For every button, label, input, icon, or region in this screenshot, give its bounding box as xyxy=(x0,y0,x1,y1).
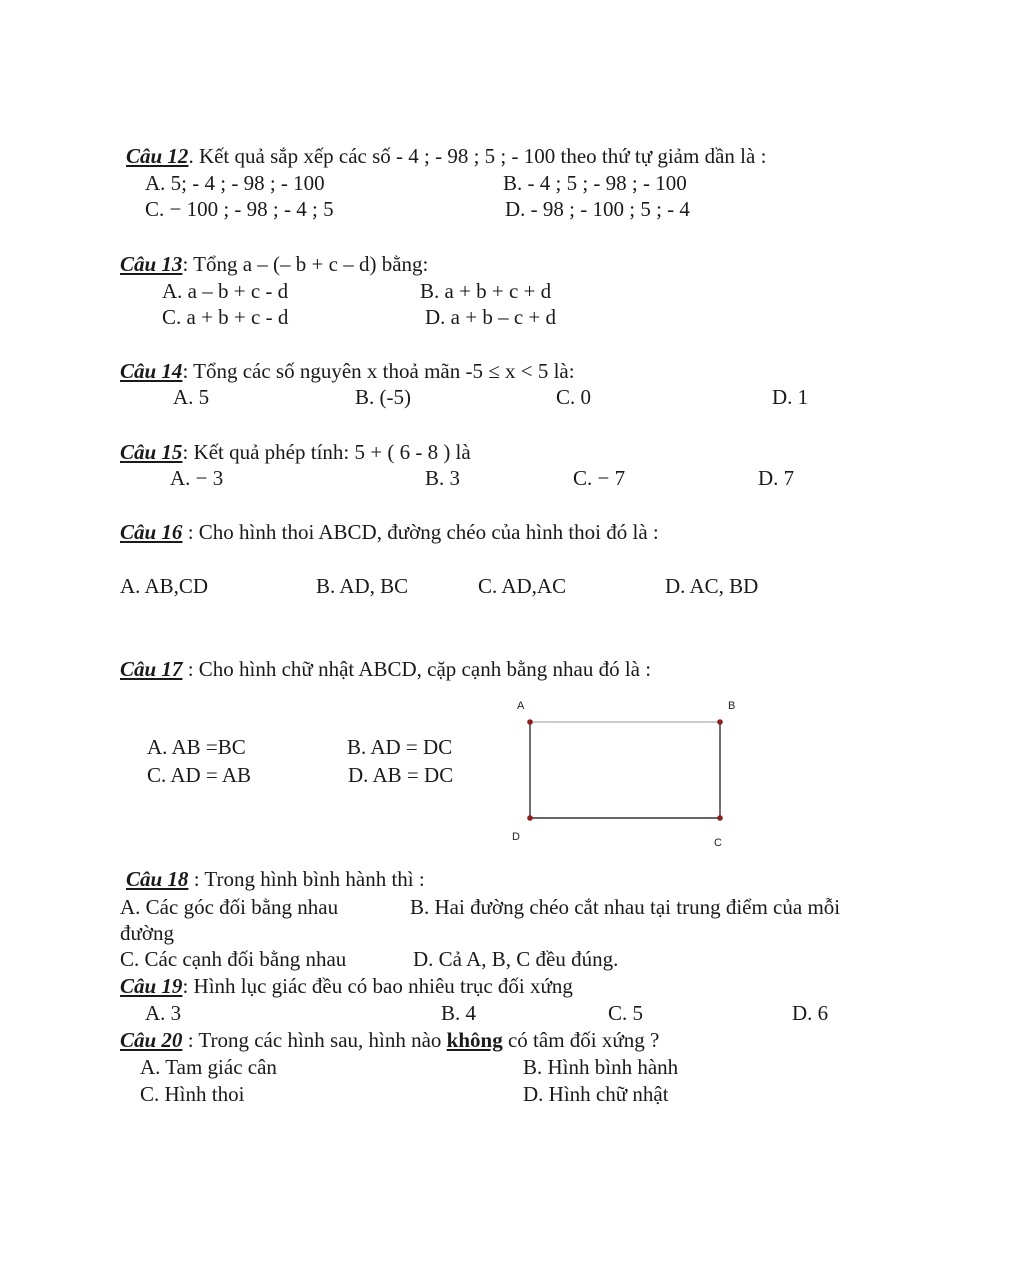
option-b[interactable]: B. Hai đường chéo cắt nhau tại trung điểm của mỗi xyxy=(410,895,841,919)
question-label: Câu 16 xyxy=(120,520,183,544)
question-text: : Trong các hình sau, hình nào xyxy=(182,1028,447,1052)
keyword-khong: không xyxy=(446,1028,503,1052)
option-c[interactable]: C. 0 xyxy=(556,385,592,409)
option-b-continued: đường xyxy=(120,921,174,945)
option-c[interactable]: C. AD = AB xyxy=(147,763,252,787)
option-b[interactable]: B. - 4 ; 5 ; - 98 ; - 100 xyxy=(503,171,687,195)
label-a: A xyxy=(517,700,525,712)
option-a[interactable]: A. − 3 xyxy=(170,466,224,490)
option-d[interactable]: D. AB = DC xyxy=(348,763,454,787)
question-label: Câu 18 xyxy=(126,867,189,891)
question-text-end: có tâm đối xứng ? xyxy=(502,1028,660,1052)
question-16 xyxy=(120,519,659,545)
label-d: D xyxy=(512,831,520,843)
option-a[interactable]: A. Tam giác cân xyxy=(140,1055,277,1079)
vertex-a xyxy=(527,719,533,725)
question-label: Câu 13 xyxy=(120,252,183,276)
option-d[interactable]: D. Hình chữ nhật xyxy=(523,1082,669,1106)
label-c: C xyxy=(714,837,722,849)
option-a[interactable]: A. a – b + c - d xyxy=(162,279,289,303)
question-text: . Kết quả sắp xếp các số - 4 ; - 98 ; 5 ; - 100 theo thứ tự giảm dần là : xyxy=(188,144,767,168)
question-label: Câu 15 xyxy=(120,440,183,464)
question-label: Câu 20 xyxy=(120,1028,183,1052)
option-b[interactable]: B. AD = DC xyxy=(347,735,453,759)
option-b[interactable]: B. 3 xyxy=(425,466,461,490)
option-b[interactable]: B. (-5) xyxy=(355,385,411,409)
option-d[interactable]: D. - 98 ; - 100 ; 5 ; - 4 xyxy=(505,197,690,221)
question-text: : Tổng các số nguyên x thoả mãn -5 ≤ x < 5 là: xyxy=(182,359,575,383)
vertex-b xyxy=(717,719,723,725)
option-d[interactable]: D. 7 xyxy=(758,466,795,490)
option-d[interactable]: D. a + b – c + d xyxy=(425,305,556,329)
question-19 xyxy=(120,973,573,999)
option-b[interactable]: B. AD, BC xyxy=(316,574,409,598)
question-text: : Tổng a – (– b + c – d) bằng: xyxy=(182,252,429,276)
question-label: Câu 12 xyxy=(126,144,189,168)
question-15 xyxy=(120,439,471,465)
option-d[interactable]: D. 6 xyxy=(792,1001,829,1025)
option-c[interactable]: C. Hình thoi xyxy=(140,1082,245,1106)
option-c[interactable]: C. 5 xyxy=(608,1001,644,1025)
question-label: Câu 14 xyxy=(120,359,183,383)
option-c[interactable]: C. Các cạnh đối bằng nhau xyxy=(120,947,347,971)
question-text: : Kết quả phép tính: 5 + ( 6 - 8 ) là xyxy=(182,440,471,464)
question-13 xyxy=(120,251,428,277)
vertex-d xyxy=(527,815,533,821)
option-d[interactable]: D. 1 xyxy=(772,385,809,409)
question-12 xyxy=(126,143,766,169)
question-20 xyxy=(120,1027,659,1053)
option-c[interactable]: C. a + b + c - d xyxy=(162,305,289,329)
question-text: : Cho hình chữ nhật ABCD, cặp cạnh bằng nhau đó là : xyxy=(182,657,652,681)
question-label: Câu 17 xyxy=(120,657,183,681)
option-c[interactable]: C. − 100 ; - 98 ; - 4 ; 5 xyxy=(145,197,334,221)
question-text: : Hình lục giác đều có bao nhiêu trục đối xứng xyxy=(182,974,573,998)
label-b: B xyxy=(728,700,736,712)
option-c[interactable]: C. AD,AC xyxy=(478,574,567,598)
question-text: : Trong hình bình hành thì : xyxy=(188,867,425,891)
option-a[interactable]: A. 3 xyxy=(145,1001,182,1025)
vertex-c xyxy=(717,815,723,821)
option-d[interactable]: D. Cả A, B, C đều đúng. xyxy=(413,947,619,971)
option-c[interactable]: C. − 7 xyxy=(573,466,626,490)
option-a[interactable]: A. 5 xyxy=(173,385,210,409)
option-a[interactable]: A. 5; - 4 ; - 98 ; - 100 xyxy=(145,171,325,195)
option-b[interactable]: B. a + b + c + d xyxy=(420,279,552,303)
option-a[interactable]: A. Các góc đối bằng nhau xyxy=(120,895,339,919)
question-18 xyxy=(126,866,425,892)
question-text: : Cho hình thoi ABCD, đường chéo của hình thoi đó là : xyxy=(182,520,659,544)
option-d[interactable]: D. AC, BD xyxy=(665,574,759,598)
option-b[interactable]: B. 4 xyxy=(441,1001,477,1025)
question-17 xyxy=(120,656,651,682)
question-label: Câu 19 xyxy=(120,974,183,998)
rectangle-abcd-figure xyxy=(500,690,760,860)
option-a[interactable]: A. AB =BC xyxy=(147,735,246,759)
option-a[interactable]: A. AB,CD xyxy=(120,574,209,598)
option-b[interactable]: B. Hình bình hành xyxy=(523,1055,679,1079)
question-14 xyxy=(120,358,575,384)
